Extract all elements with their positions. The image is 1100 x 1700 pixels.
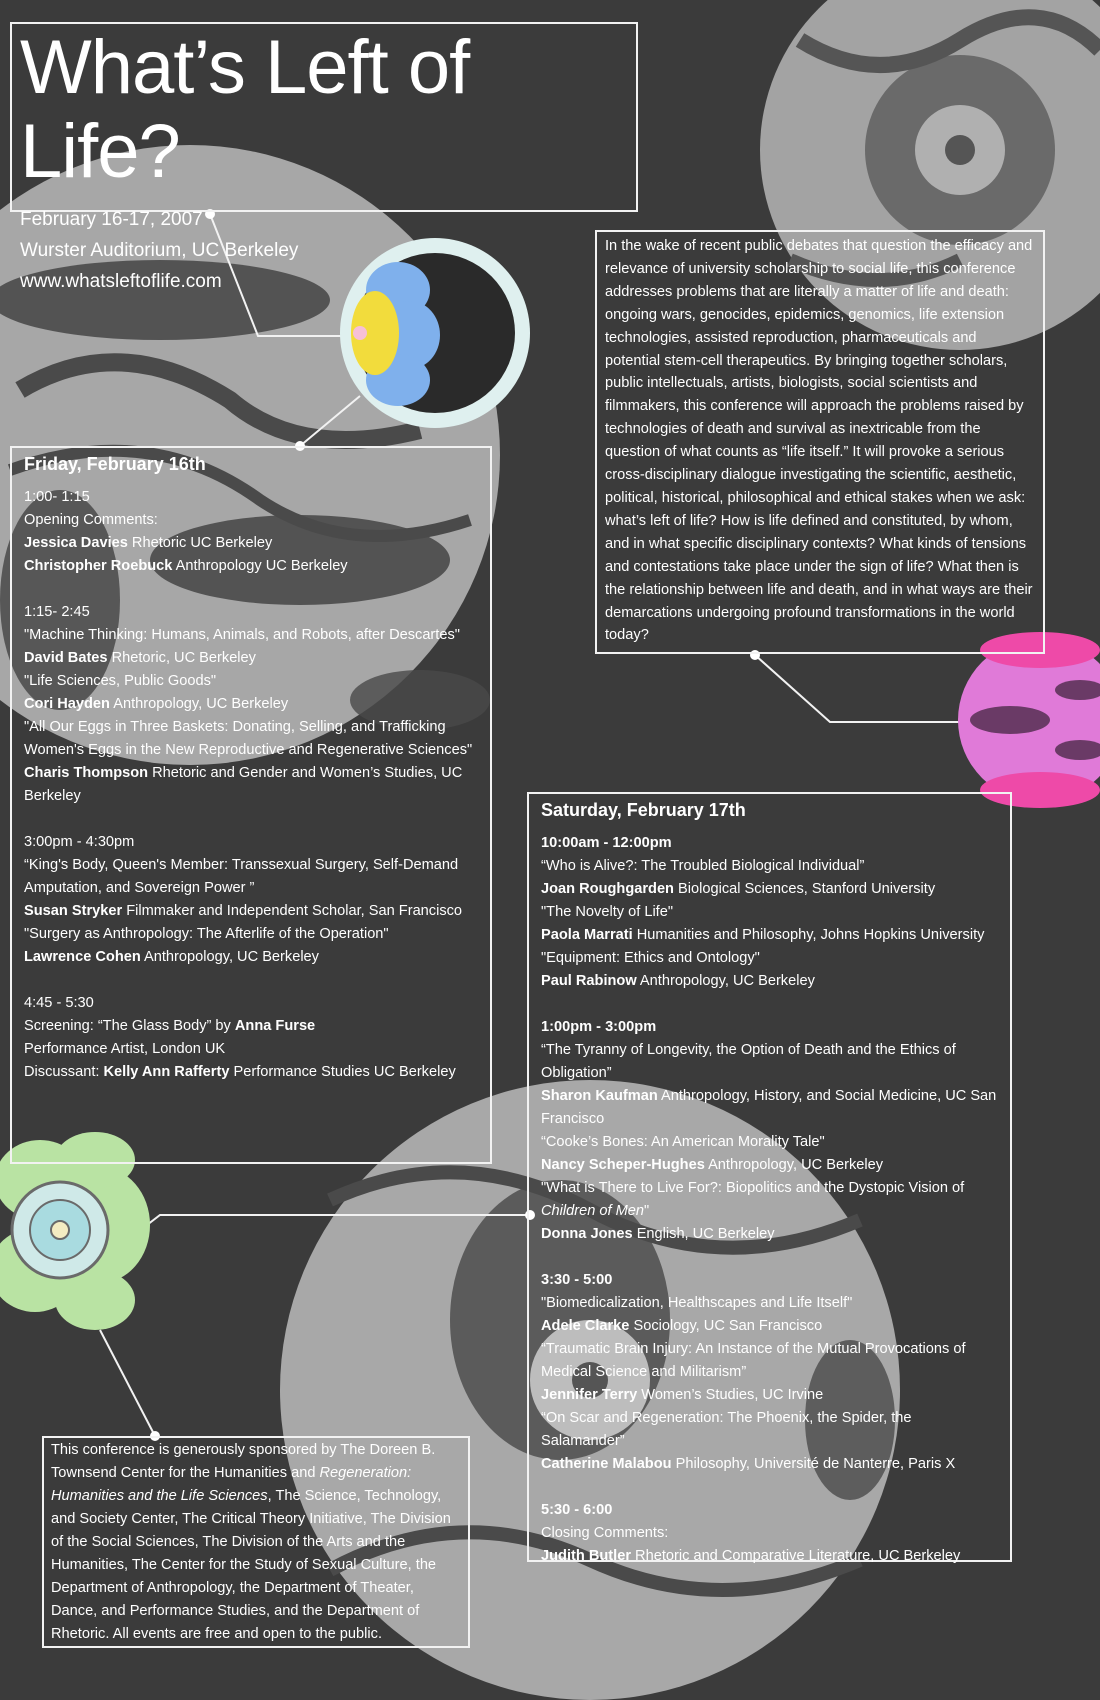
saturday-schedule xyxy=(527,792,1012,1562)
speaker-affiliation: Philosophy, Université de Nanterre, Paris X xyxy=(671,1456,956,1472)
talk-title: "Equipment: Ethics and Ontology" xyxy=(541,950,760,966)
speaker-name: Cori Hayden xyxy=(24,696,110,712)
friday-schedule xyxy=(10,446,492,1164)
sponsors-box xyxy=(42,1436,470,1648)
talk-title: "Surgery as Anthropology: The Afterlife of the Operation" xyxy=(24,926,389,942)
talk-title: "Life Sciences, Public Goods" xyxy=(24,673,217,689)
speaker-name: Jessica Davies xyxy=(24,535,128,551)
speaker-line xyxy=(24,693,478,716)
speaker-affiliation: Filmmaker and Independent Scholar, San Francisco xyxy=(122,903,463,919)
screening-text: Screening: “The Glass Body” by xyxy=(24,1018,235,1034)
page-title: What’s Left of Life? xyxy=(20,25,470,194)
speaker-affiliation: Women’s Studies, UC Irvine xyxy=(637,1387,824,1403)
speaker-affiliation: Anthropology, UC Berkeley xyxy=(704,1157,884,1173)
session-block xyxy=(24,831,478,969)
talk-title xyxy=(541,1177,998,1223)
sponsors-italic: Regeneration: Humanities and the Life Sciences xyxy=(51,1465,412,1504)
session-block xyxy=(541,1269,998,1476)
title-box xyxy=(10,22,638,292)
talk-title: “King's Body, Queen's Member: Transsexual Surgery, Self-Demand Amputation, and Sovereign Power ” xyxy=(24,857,459,896)
speaker-affiliation: English, UC Berkeley xyxy=(632,1226,775,1242)
speaker-line xyxy=(541,1085,998,1131)
speaker-line xyxy=(24,900,478,923)
friday-heading: Friday, February 16th xyxy=(24,454,206,474)
speaker-line xyxy=(24,532,478,555)
discussant-label: Discussant: xyxy=(24,1064,104,1080)
talk-title: “On Scar and Regeneration: The Phoenix, the Spider, the Salamander” xyxy=(541,1410,912,1449)
abstract-box xyxy=(595,230,1045,654)
talk-title: “Cooke’s Bones: An American Morality Tale" xyxy=(541,1134,825,1150)
session-time: 3:30 - 5:00 xyxy=(541,1272,613,1288)
session-block xyxy=(541,832,998,993)
speaker-name: Sharon Kaufman xyxy=(541,1088,658,1104)
session-time: 3:00pm - 4:30pm xyxy=(24,834,135,850)
speaker-line xyxy=(541,1315,998,1338)
session-label: Opening Comments: xyxy=(24,512,158,528)
speaker-affiliation: Humanities and Philosophy, Johns Hopkins University xyxy=(632,927,985,943)
session-block xyxy=(541,1499,998,1568)
speaker-name: Catherine Malabou xyxy=(541,1456,672,1472)
speaker-line xyxy=(541,1453,998,1476)
session-block xyxy=(24,601,478,808)
speaker-line xyxy=(541,878,998,901)
speaker-affiliation: Anthropology, UC Berkeley xyxy=(636,973,815,989)
speaker-name: Christopher Roebuck xyxy=(24,558,173,574)
speaker-name: Susan Stryker xyxy=(24,903,123,919)
sponsors-text: This conference is generously sponsored by The Doreen B. Townsend Center for the Humanities and xyxy=(51,1442,436,1481)
talk-title: "The Novelty of Life" xyxy=(541,904,674,920)
session-time: 5:30 - 6:00 xyxy=(541,1502,613,1518)
session-time: 1:15- 2:45 xyxy=(24,604,90,620)
session-block xyxy=(24,992,478,1084)
talk-title: “The Tyranny of Longevity, the Option of Death and the Ethics of Obligation” xyxy=(541,1042,956,1081)
talk-title: "All Our Eggs in Three Baskets: Donating, Selling, and Trafficking Women's Eggs in the New Reproductive and Regenerative Sciences" xyxy=(24,719,473,758)
speaker-name: Joan Roughgarden xyxy=(541,881,674,897)
event-venue: Wurster Auditorium, UC Berkeley xyxy=(20,240,299,261)
speaker-affiliation: Anthropology, UC Berkeley xyxy=(140,949,319,965)
speaker-line xyxy=(541,970,998,993)
speaker-affiliation: Anthropology, UC Berkeley xyxy=(109,696,289,712)
speaker-affiliation: Rhetoric and Gender and Women’s Studies, UC Berkeley xyxy=(24,765,463,804)
speaker-line xyxy=(24,647,478,670)
speaker-name: Adele Clarke xyxy=(541,1318,630,1334)
speaker-line xyxy=(541,1384,998,1407)
sponsors-text-rest: , The Science, Technology, and Society Center, The Critical Theory Initiative, The Division of the Social Sciences, The Division of the Arts and the Humanities, The Center for the Study of Sexual Culture, the Department of Anthropology, the Department of Theater, Dance, and Performance Studies, and the Department of Rhetoric. All events are free and open to the public. xyxy=(51,1488,451,1642)
speaker-name: Kelly Ann Rafferty xyxy=(103,1064,230,1080)
speaker-affiliation: Performance Studies UC Berkeley xyxy=(229,1064,456,1080)
screening-line xyxy=(24,1015,478,1038)
session-block xyxy=(24,486,478,578)
speaker-name: Judith Butler xyxy=(541,1548,631,1564)
speaker-affiliation: Biological Sciences, Stanford University xyxy=(673,881,936,897)
speaker-affiliation: Anthropology, History, and Social Medicine, UC San Francisco xyxy=(541,1088,997,1127)
speaker-affiliation: Rhetoric and Comparative Literature, UC Berkeley xyxy=(631,1548,961,1564)
session-label: Closing Comments: xyxy=(541,1525,669,1541)
session-time: 1:00pm - 3:00pm xyxy=(541,1019,657,1035)
speaker-name: Paola Marrati xyxy=(541,927,633,943)
speaker-line xyxy=(24,946,478,969)
speaker-line xyxy=(541,1154,998,1177)
speaker-line xyxy=(541,1545,998,1568)
talk-title: “Traumatic Brain Injury: An Instance of the Mutual Provocations of Medical Science and Militarism” xyxy=(541,1341,966,1380)
speaker-line xyxy=(541,924,998,947)
speaker-line xyxy=(24,762,478,808)
speaker-name: Donna Jones xyxy=(541,1226,633,1242)
talk-title: "Biomedicalization, Healthscapes and Life Itself" xyxy=(541,1295,853,1311)
film-title: Children of Men xyxy=(541,1203,645,1219)
speaker-line xyxy=(541,1223,998,1246)
speaker-name: Paul Rabinow xyxy=(541,973,637,989)
session-time: 10:00am - 12:00pm xyxy=(541,835,672,851)
saturday-heading: Saturday, February 17th xyxy=(541,800,746,820)
event-url-link[interactable]: www.whatsleftoflife.com xyxy=(20,271,222,292)
speaker-name: Jennifer Terry xyxy=(541,1387,638,1403)
speaker-line xyxy=(24,555,478,578)
speaker-name: Anna Furse xyxy=(234,1018,316,1034)
speaker-name: Lawrence Cohen xyxy=(24,949,141,965)
speaker-name: Charis Thompson xyxy=(24,765,149,781)
session-time: 1:00- 1:15 xyxy=(24,489,90,505)
speaker-name: David Bates xyxy=(24,650,108,666)
speaker-line xyxy=(24,1061,478,1084)
event-date: February 16-17, 2007 xyxy=(20,209,203,230)
speaker-affiliation: Performance Artist, London UK xyxy=(24,1041,226,1057)
session-time: 4:45 - 5:30 xyxy=(24,995,94,1011)
speaker-affiliation: Rhetoric, UC Berkeley xyxy=(107,650,256,666)
speaker-affiliation: Anthropology UC Berkeley xyxy=(172,558,348,574)
speaker-name: Nancy Scheper-Hughes xyxy=(541,1157,705,1173)
talk-title: “Who is Alive?: The Troubled Biological Individual” xyxy=(541,858,865,874)
pink-flower-medallion xyxy=(958,632,1100,808)
abstract-text: In the wake of recent public debates that question the efficacy and relevance of university scholarship to social life, this conference addresses problems that are literally a matter of life and death: ongoing wars, genocides, epidemics, genomics, life extension technologies, assisted reproduction, pharmaceuticals and potential stem-cell therapeutics. By bringing together scholars, public intellectuals, artists, biologists, social scientists and filmmakers, this conference will approach the problems raised by technologies of death and survival as inextricable from the question of what counts as “life itself.” It will provoke a serious cross-disciplinary dialogue investigating the scientific, aesthetic, political, historical, philosophical and ethical stakes when we ask: what’s left of life? How is life defined and constituted, by whom, and in what specific disciplinary contexts? What kinds of tensions and contestations take place under the sign of life? What then is the relationship between life and death, and in what ways are their demarcations undergoing profound transformations in the world today? xyxy=(605,238,1033,644)
talk-title-text: "What is There to Live For?: Biopolitics and the Dystopic Vision of xyxy=(541,1180,965,1196)
session-block xyxy=(541,1016,998,1246)
speaker-affiliation: Sociology, UC San Francisco xyxy=(629,1318,823,1334)
talk-title: "Machine Thinking: Humans, Animals, and Robots, after Descartes" xyxy=(24,627,460,643)
speaker-affiliation: Rhetoric UC Berkeley xyxy=(127,535,273,551)
talk-title-close: " xyxy=(644,1203,650,1219)
